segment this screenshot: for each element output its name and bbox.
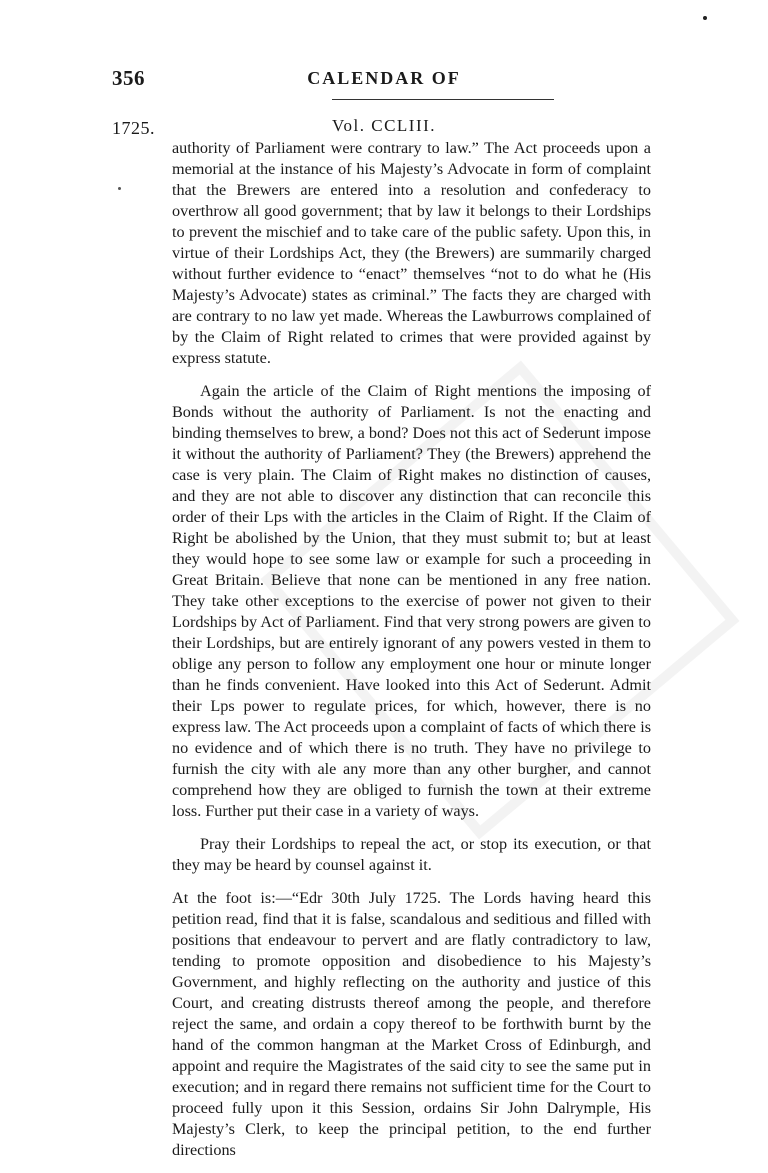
volume-heading: Vol. CCLIII. (331, 116, 437, 135)
paragraph-4: At the foot is:—“Edr 30th July 1725. The Lords having heard this petition read, find that it is false, scandalous and seditious and filled with positions that endeavour to pervert and are flatly contradictory to law, tending to promote opposition and disobedience to his Majesty’s Government, and highly reflecting on the authority and justice of this Court, and creating distrusts thereof among the people, and therefore reject the same, and ordain a copy thereof to be forthwith burnt by the hand of the common hangman at the Market Cross of Edinburgh, and appoint and require the Magistrates of the said city to see the same put in execution; and in regard there remains not sufficient time for the Court to proceed fully upon it this Session, ordains Sir John Dalrymple, His Majesty’s Clerk, to keep the principal petition, to the end further directions (172, 889, 651, 1159)
body-text (172, 138, 651, 1173)
paragraph-2: Again the article of the Claim of Right mentions the imposing of Bonds without the authority of Parliament. Is not the enacting and binding themselves to brew, a bond? Does not this act of Sederunt impose it without the authority of Parliament? They (the Brewers) apprehend the case is very plain. The Claim of Right makes no distinction of causes, and they are not able to discover any distinction that can reconcile this order of their Lps with the articles in the Claim of Right. If the Claim of Right be abolished by the Union, that they must submit to; but at least they would hope to see some law or example for such a proceeding in Great Britain. Believe that none can be mentioned in any free nation. They take other exceptions to the exercise of power not given to their Lordships by Act of Parliament. Find that very strong powers are given to their Lordships, but are entirely ignorant of any powers vested in them to oblige any person to follow any employment one hour or minute longer than he finds convenient. Have looked into this Act of Sederunt. Admit their Lps power to regulate prices, for which, however, there is no express law. The Act proceeds upon a complaint of facts of which there is no evidence and of which there is no truth. They have no privilege to furnish the city with ale any more than any other burgher, and cannot comprehend how they are obliged to furnish the town at their extreme loss. Further put their case in a variety of ways. (172, 382, 651, 820)
header-rule (332, 99, 554, 100)
page-corner-dot (703, 16, 707, 20)
margin-mark (118, 187, 121, 190)
paragraph-3: Pray their Lordships to repeal the act, or stop its execution, or that they may be heard by counsel against it. (172, 835, 651, 874)
paragraph-1: authority of Parliament were contrary to law.” The Act proceeds upon a memorial at the instance of his Majesty’s Advocate in form of complaint that the Brewers are entered into a resolution and confederacy to overthrow all good government; that by law it belongs to their Lordships to prevent the mischief and to take care of the public safety. Upon this, in virtue of their Lordships Act, they (the Brewers) are summarily charged without further evidence to “enact” themselves “not to do what he (His Majesty’s Advocate) states as criminal.” The facts they are charged with are contrary to no law yet made. Whereas the Lawburrows complained of by the Claim of Right related to crimes that were provided against by express statute. (172, 139, 651, 367)
page-number: 356 (112, 66, 145, 90)
margin-year: 1725. (112, 118, 155, 138)
running-title: CALENDAR OF (307, 68, 461, 88)
